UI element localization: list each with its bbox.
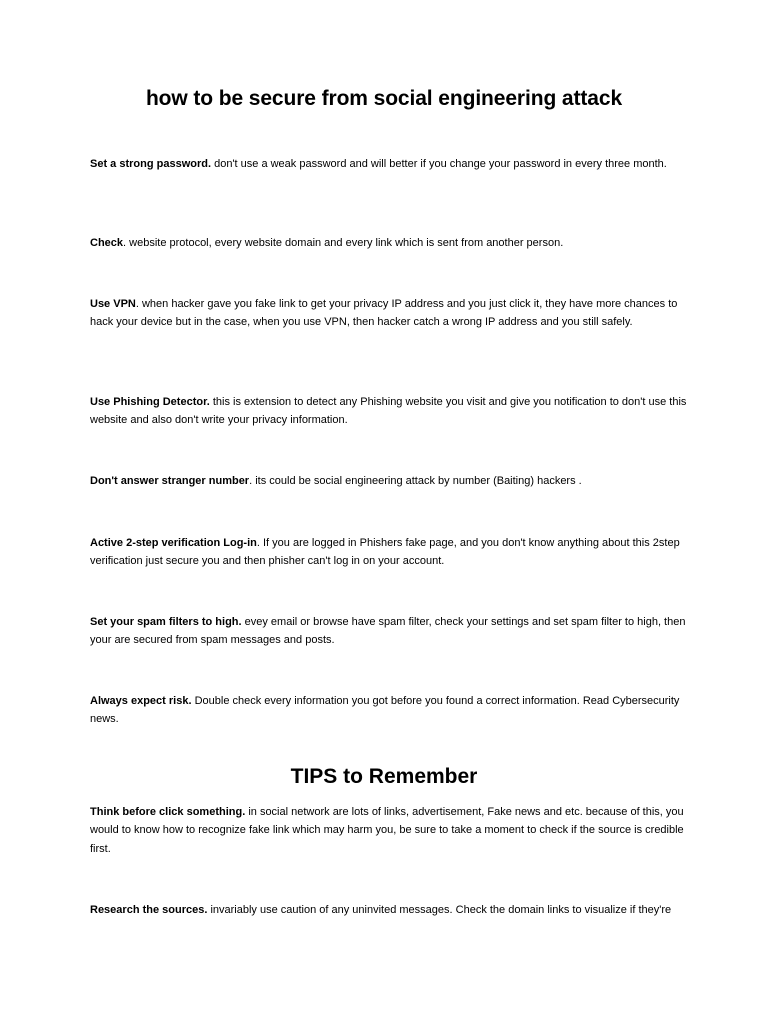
tip-lead: Think before click something. [90,806,246,818]
tip-lead: Set your spam filters to high. [90,616,242,628]
tip-strong-password [90,155,702,173]
tip-think-before-click [90,803,702,858]
tip-lead: Set a strong password. [90,158,212,170]
tip-text: invariably use caution of any uninvited messages. Check the domain links to visualize if they're [207,904,672,916]
tip-stranger-number [90,472,702,490]
tip-text: . website protocol, every website domain and every link which is sent from another person. [123,237,564,249]
tip-2-step-verification [90,534,702,571]
tip-lead: Always expect risk. [90,695,192,707]
tip-text: . If you are logged in Phishers fake page, and you don't know anything about this 2step verification just secure you and then phisher can't log in on your account. [90,537,680,568]
tip-text: this is extension to detect any Phishing website you visit and give you notification to don't use this website and also don't write your privacy information. [90,396,687,427]
tip-research-sources [90,901,702,919]
tip-text: . when hacker gave you fake link to get your privacy IP address and you just click it, they have more chances to hack your device but in the case, when you use VPN, then hacker catch a wrong IP address and you still safely. [90,298,678,329]
tip-lead: Use Phishing Detector. [90,396,210,408]
tip-use-vpn [90,295,702,332]
tip-lead: Use VPN [90,298,136,310]
tip-text: . its could be social engineering attack by number (Baiting) hackers . [249,475,582,487]
tip-text: in social network are lots of links, advertisement, Fake news and etc. because of this, you would to know how to recognize fake link which may harm you, be sure to take a moment to check if the source is credible first. [90,806,684,855]
tip-expect-risk [90,692,702,729]
tip-lead: Research the sources. [90,904,208,916]
document-title: how to be secure from social engineering attack [145,87,623,110]
tip-lead: Don't answer stranger number [90,475,250,487]
tip-phishing-detector [90,393,702,430]
section-title-tips-to-remember: TIPS to Remember [290,765,478,788]
tip-text: don't use a weak password and will better if you change your password in every three month. [211,158,667,170]
tip-text: evey email or browse have spam filter, check your settings and set spam filter to high, then your are secured from spam messages and posts. [90,616,686,647]
tip-lead: Check [90,237,124,249]
tip-lead: Active 2-step verification Log-in [90,537,257,549]
tip-check [90,234,702,252]
tip-text: Double check every information you got before you found a correct information. Read Cybersecurity news. [90,695,680,726]
tip-spam-filters [90,613,702,650]
